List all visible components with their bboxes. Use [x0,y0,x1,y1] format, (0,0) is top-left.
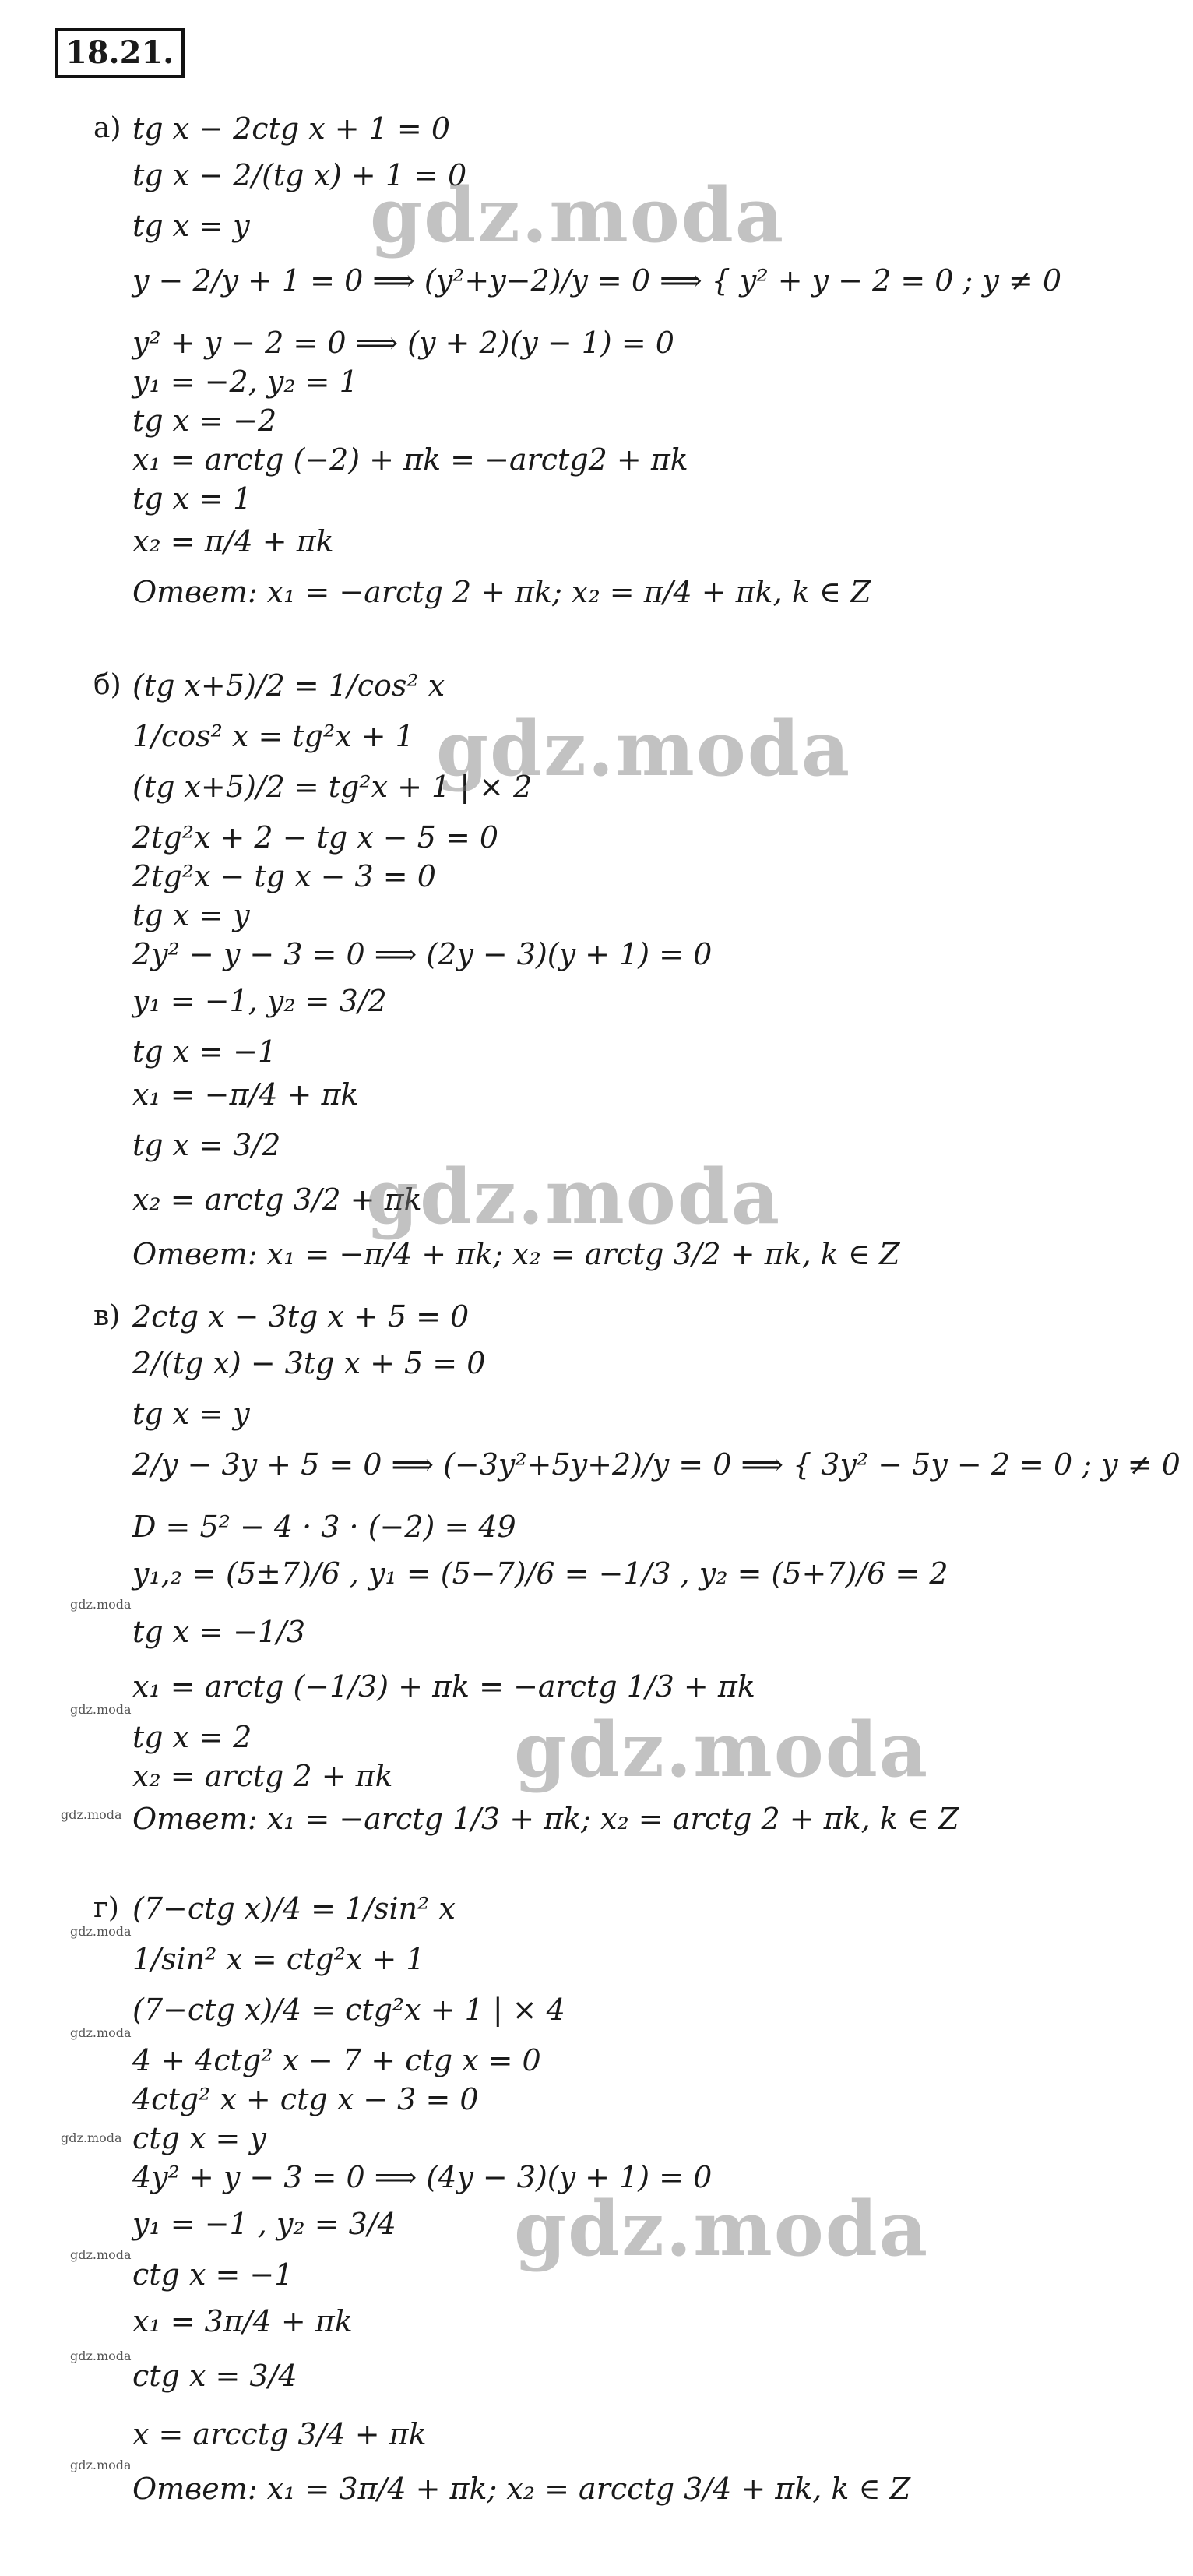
watermark-small: gdz.moda [70,1597,132,1612]
line-g-2: 1/sin² x = ctg²x + 1 [132,1942,425,1976]
line-a-8: x₁ = arctg (−2) + πk = −arctg2 + πk [132,442,688,477]
line-g-6: ctg x = y [132,2121,266,2155]
line-g-3: (7−ctg x)/4 = ctg²x + 1 | × 4 [132,1993,565,2027]
section-label-v: в) [93,1300,121,1332]
watermark-small: gdz.moda [70,1924,132,1939]
line-v-8: x₁ = arctg (−1/3) + πk = −arctg 1/3 + πk [132,1669,755,1704]
section-label-g: г) [93,1892,119,1924]
line-b-5: 2tg²x − tg x − 3 = 0 [132,859,436,893]
watermark: gdz.moda [514,1706,930,1794]
watermark: gdz.moda [514,2185,930,2273]
line-a-6: y₁ = −2, y₂ = 1 [132,365,358,399]
line-a-1: tg x − 2ctg x + 1 = 0 [132,111,451,146]
line-b-4: 2tg²x + 2 − tg x − 5 = 0 [132,820,499,855]
line-g-8: y₁ = −1 , y₂ = 3/4 [132,2207,396,2241]
line-g-11: ctg x = 3/4 [132,2359,297,2393]
problem-number: 18.21. [55,28,185,78]
watermark-small: gdz.moda [70,2247,132,2262]
section-label-a: а) [93,112,121,144]
line-a-2: tg x − 2/(tg x) + 1 = 0 [132,158,467,192]
line-b-answer: Ответ: x₁ = −π/4 + πk; x₂ = arctg 3/2 + πk, k ∈ Z [132,1237,900,1271]
line-b-9: tg x = −1 [132,1034,277,1069]
line-a-7: tg x = −2 [132,403,277,438]
line-g-5: 4ctg² x + ctg x − 3 = 0 [132,2082,479,2116]
watermark-small: gdz.moda [61,1807,122,1822]
watermark-small: gdz.moda [70,2025,132,2040]
line-g-12: x = arcctg 3/4 + πk [132,2417,427,2451]
line-b-7: 2y² − y − 3 = 0 ⟹ (2y − 3)(y + 1) = 0 [132,937,713,971]
watermark: gdz.moda [436,705,852,793]
line-b-8: y₁ = −1, y₂ = 3/2 [132,984,387,1018]
line-b-12: x₂ = arctg 3/2 + πk [132,1182,422,1217]
line-b-6: tg x = y [132,898,250,932]
line-v-1: 2ctg x − 3tg x + 5 = 0 [132,1299,470,1334]
line-g-answer: Ответ: x₁ = 3π/4 + πk; x₂ = arcctg 3/4 + πk, k ∈ Z [132,2472,911,2506]
line-v-answer: Ответ: x₁ = −arctg 1/3 + πk; x₂ = arctg 2 + πk, k ∈ Z [132,1802,959,1836]
watermark-small: gdz.moda [70,2349,132,2363]
watermark: gdz.moda [366,1153,782,1241]
line-a-5: y² + y − 2 = 0 ⟹ (y + 2)(y − 1) = 0 [132,326,674,360]
line-b-11: tg x = 3/2 [132,1128,281,1162]
watermark-small: gdz.moda [70,1702,132,1717]
watermark-small: gdz.moda [61,2130,122,2145]
line-v-3: tg x = y [132,1397,250,1431]
line-v-5: D = 5² − 4 · 3 · (−2) = 49 [132,1510,516,1544]
line-v-10: x₂ = arctg 2 + πk [132,1759,393,1793]
line-v-7: tg x = −1/3 [132,1615,306,1649]
line-a-3: tg x = y [132,209,250,243]
line-g-7: 4y² + y − 3 = 0 ⟹ (4y − 3)(y + 1) = 0 [132,2160,713,2194]
line-a-9: tg x = 1 [132,481,252,516]
line-a-10: x₂ = π/4 + πk [132,524,334,559]
line-b-2: 1/cos² x = tg²x + 1 [132,719,414,753]
line-a-4: y − 2/y + 1 = 0 ⟹ (y²+y−2)/y = 0 ⟹ { y² + y − 2 = 0 ; y ≠ 0 [132,263,1062,298]
line-v-6: y₁,₂ = (5±7)/6 , y₁ = (5−7)/6 = −1/3 , y₂ = (5+7)/6 = 2 [132,1556,948,1591]
line-a-answer: Ответ: x₁ = −arctg 2 + πk; x₂ = π/4 + πk, k ∈ Z [132,575,871,609]
watermark-small: gdz.moda [70,2458,132,2472]
line-v-2: 2/(tg x) − 3tg x + 5 = 0 [132,1346,486,1380]
line-g-4: 4 + 4ctg² x − 7 + ctg x = 0 [132,2043,541,2077]
line-g-1: (7−ctg x)/4 = 1/sin² x [132,1891,456,1926]
line-g-9: ctg x = −1 [132,2257,294,2292]
line-v-4: 2/y − 3y + 5 = 0 ⟹ (−3y²+5y+2)/y = 0 ⟹ { 3y² − 5y − 2 = 0 ; y ≠ 0 [132,1447,1181,1482]
line-b-1: (tg x+5)/2 = 1/cos² x [132,668,445,703]
line-b-10: x₁ = −π/4 + πk [132,1077,359,1112]
section-label-b: б) [93,669,121,701]
watermark: gdz.moda [370,171,786,259]
line-b-3: (tg x+5)/2 = tg²x + 1 | × 2 [132,770,533,804]
line-g-10: x₁ = 3π/4 + πk [132,2304,353,2338]
line-v-9: tg x = 2 [132,1720,252,1754]
